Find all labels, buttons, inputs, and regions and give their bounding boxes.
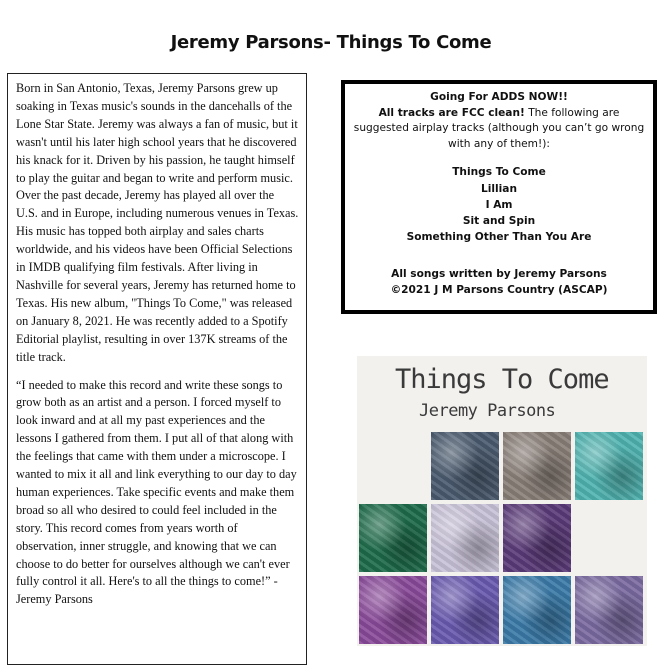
painting-tile	[575, 432, 643, 500]
album-cover-image	[357, 356, 647, 646]
track-list	[351, 164, 647, 245]
fcc-clean-note: All tracks are FCC clean!	[378, 106, 525, 119]
painting-tile	[431, 432, 499, 500]
album-title: Things To Come	[395, 364, 609, 395]
page-title: Jeremy Parsons- Things To Come	[170, 32, 492, 53]
track-item: I Am	[485, 198, 513, 211]
quote-paragraph: “I needed to make this record and write these songs to grow both as an artist and a person. I forced myself to look inward and at all my past experiences and the lessons I gathered from them. I put all of that along with the feelings that came with them under a microscope. I wanted to mix it all and link everything to our day to day human experiences. Take specific events and make them broad so all who desired to could feel included in the story. This record comes from years worth of observation, inner struggle, and knowing that we can choose to do better for ourselves although we can't ever fully control it all. Here's to all the things to come!” -Jeremy Parsons	[16, 377, 297, 607]
airplay-suggestion	[351, 106, 647, 153]
painting-tile	[575, 576, 643, 644]
painting-tile	[431, 576, 499, 644]
suggestion-text: The following are suggested airplay tracks (although you can’t go wrong with any of them!):	[353, 106, 645, 150]
songwriter-credit: All songs written by Jeremy Parsons	[391, 268, 607, 281]
bio-paragraph: Born in San Antonio, Texas, Jeremy Parsons grew up soaking in Texas music's sounds in the dancehalls of the Lone Star State. Jeremy was always a fan of music, but it wasn't until his later high school years that he discovered his knack for it. Driven by his passion, he taught himself to play the guitar and began to write and perform music. Over the past decade, Jeremy has played all over the U.S. and in Europe, including numerous venues in Texas. His music has topped both airplay and sales charts worldwide, and his videos have been Official Selections in IMDB qualifying film festivals. After living in Nashville for several years, Jeremy has returned home to Texas. His new album, "Things To Come," was released on January 8, 2021. He was recently added to a Spotify Editorial playlist, resulting in over 137K streams of the title track.	[16, 81, 299, 364]
painting-tile	[359, 504, 427, 572]
painting-tile	[359, 576, 427, 644]
album-artist: Jeremy Parsons	[419, 401, 556, 421]
track-item: Lillian	[481, 182, 517, 195]
track-item: Things To Come	[452, 166, 546, 179]
painting-tile	[503, 576, 571, 644]
bio-text-box	[7, 73, 307, 665]
adds-headline: Going For ADDS NOW!!	[430, 91, 568, 103]
painting-tile	[431, 504, 499, 572]
airplay-info-box	[341, 80, 657, 314]
credits	[351, 267, 647, 298]
painting-tile	[503, 504, 571, 572]
copyright-line: ©2021 J M Parsons Country (ASCAP)	[390, 283, 608, 296]
track-item: Sit and Spin	[462, 214, 536, 227]
track-item: Something Other Than You Are	[406, 231, 592, 244]
painting-tile	[503, 432, 571, 500]
